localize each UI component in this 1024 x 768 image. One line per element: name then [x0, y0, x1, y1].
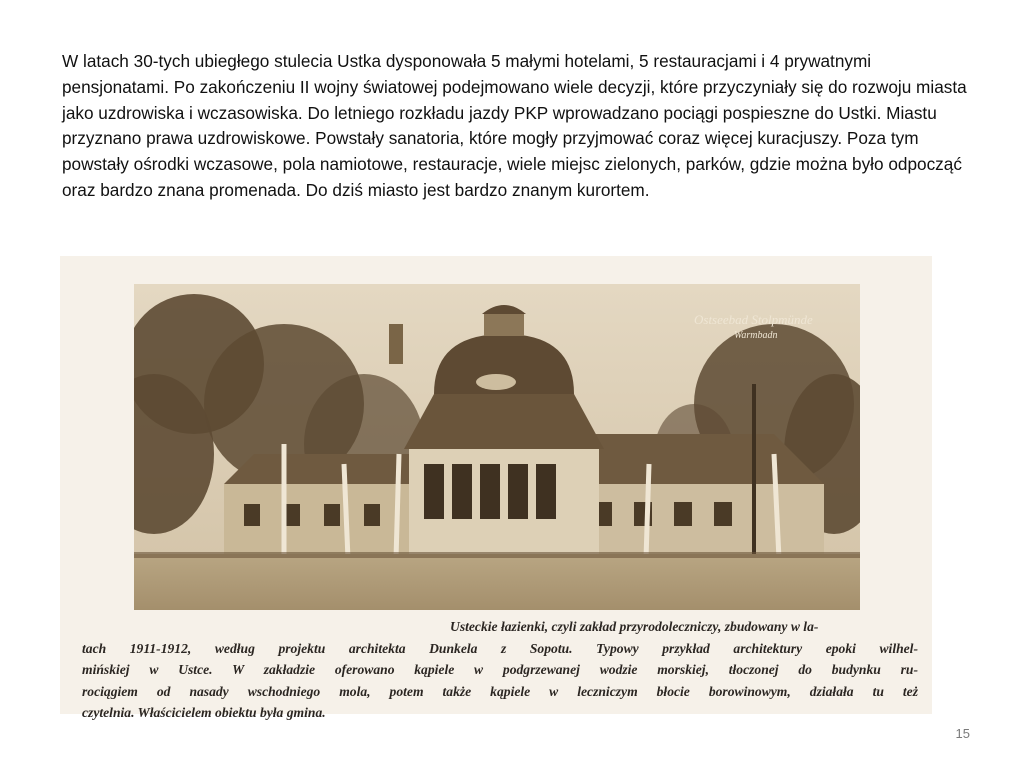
caption-line: rociągiem od nasady wschodniego mola, potem także kąpiele w leczniczym błocie borowinowym, działała tu też [82, 683, 918, 699]
postcard-subtitle: Warmbadn [734, 330, 778, 341]
postcard-title: Ostseebad Stolpmünde [694, 312, 813, 327]
caption-line: mińskiej w Ustce. W zakładzie oferowano kąpiele w podgrzewanej wodzie morskiej, tłoczonej do budynku ru- [82, 662, 918, 677]
photo-caption [82, 616, 918, 724]
body-text: W latach 30-tych ubiegłego stulecia Ustka dysponowała 5 małymi hotelami, 5 restauracjami i 4 prywatnymi pensjonatami. Po zakończeniu II wojny światowej podejmowano wiele decyzji, które przyczyniały się do rozwoju miasta jako uzdrowiska i wczasowiska. Do letniego rozkładu jazdy PKP wprowadzano pociągi pospieszne do Ustki. Miastu przyznano prawa uzdrowiskowe. Powstały sanatoria, które mogły przyjmować coraz więcej kuracjuszy. Poza tym powstały ośrodki wczasowe, pola namiotowe, restauracje, wiele miejsc zielonych, parków, gdzie można było odpocząć oraz bardzo znana promenada. Do dziś miasto jest bardzo znanym kurortem. [62, 51, 967, 200]
caption-line: czytelnia. Właścicielem obiektu była gmina. [82, 705, 326, 720]
historical-postcard-photo [134, 284, 860, 610]
caption-line: Usteckie łazienki, czyli zakład przyrodoleczniczy, zbudowany w la- [450, 619, 819, 634]
bathhouse-illustration [134, 284, 860, 610]
caption-line: tach 1911-1912, według projektu architekta Dunkela z Sopotu. Typowy przykład architektury epoki wilhel- [82, 640, 918, 656]
scanned-page-image [60, 256, 932, 720]
page-number: 15 [955, 726, 970, 741]
